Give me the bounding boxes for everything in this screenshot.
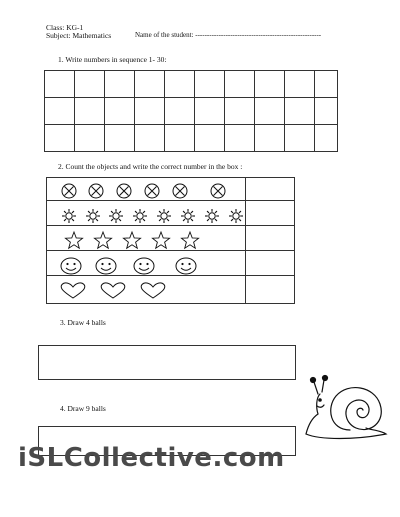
sequence-cell[interactable] [255, 71, 285, 98]
star-icon [122, 231, 142, 251]
sequence-cell[interactable] [225, 71, 255, 98]
question-4-prompt: 4. Draw 9 balls [60, 404, 106, 413]
crossed-circle-icon [115, 182, 133, 200]
sequence-cell[interactable] [45, 71, 75, 98]
sequence-cell[interactable] [75, 125, 105, 152]
sequence-cell[interactable] [135, 125, 165, 152]
smiley-icon [60, 257, 82, 275]
crossed-circle-icon [87, 182, 105, 200]
sequence-cell[interactable] [225, 125, 255, 152]
sequence-cell[interactable] [165, 71, 195, 98]
subject-line: Subject: Mathematics [46, 31, 112, 40]
snail-icon [300, 368, 392, 446]
class-line: Class: KG-1 [46, 23, 84, 32]
sequence-cell[interactable] [75, 71, 105, 98]
crossed-circle-icon [60, 182, 78, 200]
question-3-prompt: 3. Draw 4 balls [60, 318, 106, 327]
sun-icon [85, 208, 101, 224]
student-name-label: Name of the student: ------------------------------------------------------ [135, 31, 322, 39]
count-answer-cell[interactable] [246, 278, 294, 301]
star-icon [151, 231, 171, 251]
counting-table [46, 177, 295, 304]
crossed-circle-icon [143, 182, 161, 200]
sun-icon [108, 208, 124, 224]
sun-icon [180, 208, 196, 224]
sequence-cell[interactable] [195, 98, 225, 125]
sequence-grid-row [45, 98, 338, 125]
sequence-cell[interactable] [315, 71, 338, 98]
sequence-cell[interactable] [165, 98, 195, 125]
sequence-cell[interactable] [105, 98, 135, 125]
count-row [47, 228, 294, 251]
sun-icon [132, 208, 148, 224]
count-answer-cell[interactable] [246, 228, 294, 250]
sequence-grid [44, 70, 338, 152]
sequence-grid-row [45, 125, 338, 152]
count-answer-cell[interactable] [246, 203, 294, 225]
sun-icon [228, 208, 244, 224]
star-icon [180, 231, 200, 251]
sequence-cell[interactable] [195, 125, 225, 152]
sequence-cell[interactable] [105, 125, 135, 152]
sun-icon [156, 208, 172, 224]
sequence-cell[interactable] [285, 125, 315, 152]
heart-icon [138, 282, 168, 300]
sequence-cell[interactable] [105, 71, 135, 98]
count-answer-cell[interactable] [246, 178, 294, 200]
sequence-cell[interactable] [75, 98, 105, 125]
smiley-icon [133, 257, 155, 275]
smiley-icon [95, 257, 117, 275]
sequence-cell[interactable] [225, 98, 255, 125]
count-row [47, 253, 294, 276]
sequence-cell[interactable] [135, 71, 165, 98]
sequence-cell[interactable] [45, 98, 75, 125]
count-row [47, 178, 294, 201]
crossed-circle-icon [171, 182, 189, 200]
smiley-icon [175, 257, 197, 275]
brand-watermark: iSLCollective.com [18, 443, 285, 473]
count-row [47, 278, 294, 301]
sun-icon [61, 208, 77, 224]
sequence-cell[interactable] [315, 125, 338, 152]
star-icon [93, 231, 113, 251]
sequence-cell[interactable] [165, 125, 195, 152]
question-2-prompt: 2. Count the objects and write the correct number in the box : [58, 162, 243, 171]
count-row [47, 203, 294, 226]
sequence-cell[interactable] [195, 71, 225, 98]
sun-icon [204, 208, 220, 224]
star-icon [64, 231, 84, 251]
question-1-prompt: 1. Write numbers in sequence 1- 30: [58, 55, 167, 64]
sequence-cell[interactable] [315, 98, 338, 125]
sequence-cell[interactable] [45, 125, 75, 152]
sequence-grid-row [45, 71, 338, 98]
sequence-cell[interactable] [285, 98, 315, 125]
sequence-cell[interactable] [255, 98, 285, 125]
heart-icon [98, 282, 128, 300]
heart-icon [58, 282, 88, 300]
sequence-cell[interactable] [285, 71, 315, 98]
draw-4-balls-box[interactable] [38, 345, 296, 380]
sequence-cell[interactable] [255, 125, 285, 152]
count-answer-cell[interactable] [246, 253, 294, 275]
sequence-cell[interactable] [135, 98, 165, 125]
crossed-circle-icon [209, 182, 227, 200]
